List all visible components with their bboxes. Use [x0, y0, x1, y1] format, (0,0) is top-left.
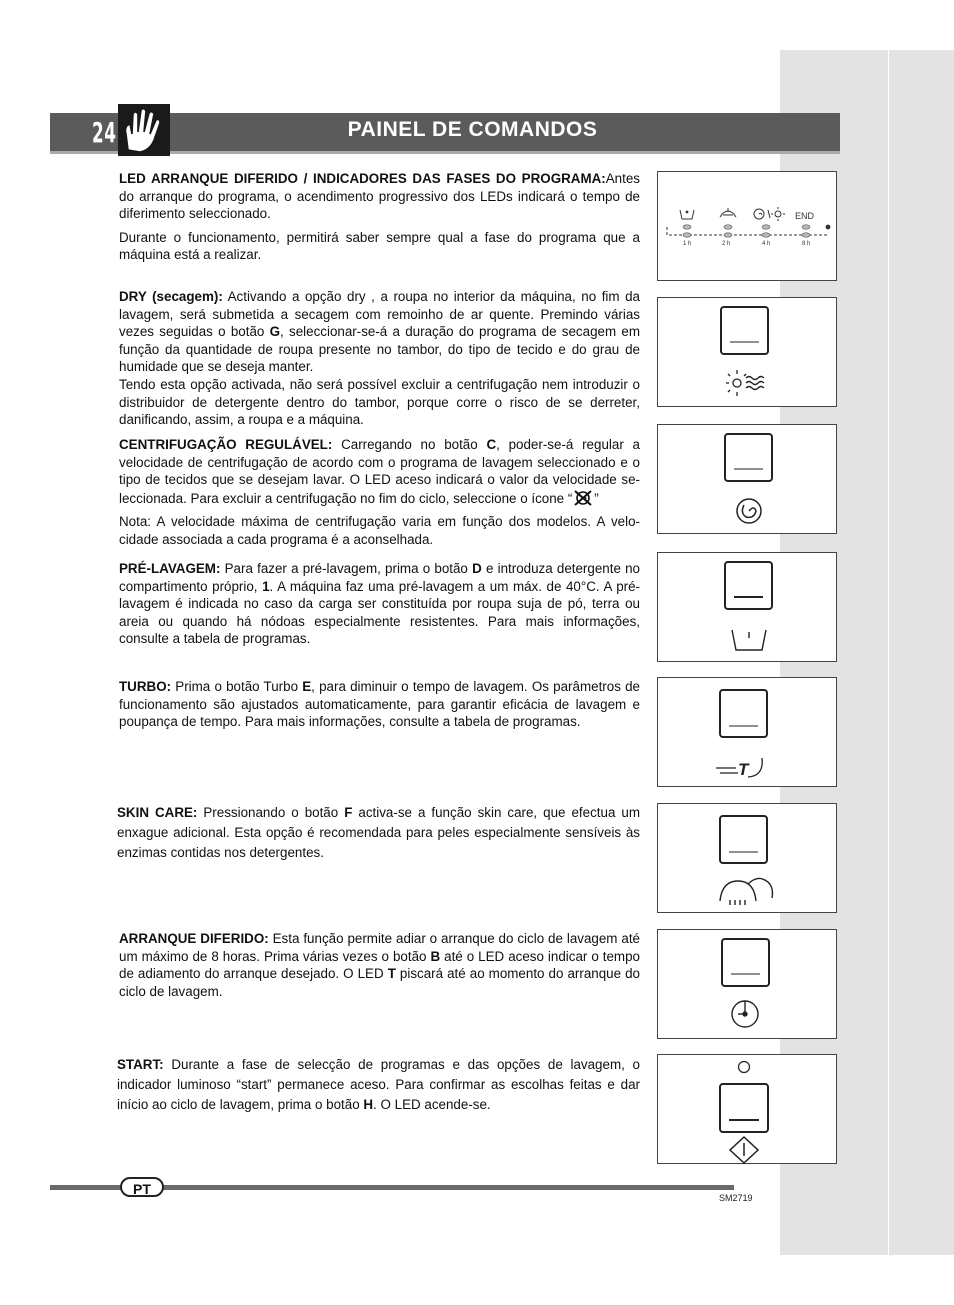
button-key: E	[302, 679, 312, 694]
start-button-panel	[657, 1054, 837, 1164]
section-text: e introduza detergente no compartimento próprio,	[119, 561, 640, 594]
delay-timer-icon	[732, 1001, 758, 1027]
delay-button	[722, 939, 769, 986]
button-key: D	[472, 561, 482, 576]
document-code: SM2719	[719, 1193, 753, 1203]
section-text: piscará até ao momento do arranque do ciclo de lavagem.	[119, 966, 640, 999]
svg-text:T: T	[738, 760, 749, 779]
delay-button-panel	[657, 929, 837, 1039]
section-text: Prima o botão Turbo	[171, 679, 303, 694]
section-delay-start	[119, 930, 640, 1006]
spin-button-panel	[657, 424, 837, 534]
spin-icon	[737, 499, 761, 523]
start-button	[720, 1084, 768, 1132]
section-text: . A máquina faz uma pré-lavagem a um máx. de 40°C. A pré-lavagem é indicada no caso da carga ser constituída por roupa suja de pó, terra ou areia ou quando há nódoas especialmente resistentes. Para mais informações, consulte a tabela de programas.	[119, 578, 641, 647]
hour-label: 1 h	[683, 241, 692, 247]
hour-label: 8 h	[802, 241, 811, 247]
compartment-number: 1	[262, 578, 270, 594]
start-icon	[730, 1137, 758, 1163]
section-heading: START:	[117, 1057, 164, 1072]
prewash-button-panel	[657, 552, 837, 662]
section-text: . O LED acende-se.	[373, 1097, 491, 1112]
button-key: G	[269, 324, 281, 340]
section-heading: PRÉ-LAVAGEM:	[119, 561, 221, 576]
section-text: Tendo esta opção activada, não será possível excluir a centrifugação nem introduzir o distribuidor de detergente dentro do tambor, porque corre o risco de se derreter, danificando, assim, a roupa e a máquina.	[119, 376, 640, 428]
end-label: END	[795, 211, 815, 221]
section-text: , poder-se-á regular a velocidade de centrifugação de acordo com o programa de lavagem seleccionado e o tipo de tecidos que se desejam lavar. O LED aceso indicará o valor da velocidade se-leccionada. Para excluir a centrifugação no fim do ciclo, seleccione o ícone “	[119, 437, 640, 506]
section-text: Pressionando o botão	[197, 805, 345, 820]
turbo-icon	[716, 758, 762, 779]
section-heading: DRY (secagem):	[119, 289, 223, 304]
button-key: H	[363, 1097, 374, 1112]
section-text: Antes do arranque do programa, o acendimento progressivo dos LEDs indicará o tempo de diferimento seleccionado.	[119, 171, 640, 222]
button-key: F	[344, 805, 353, 820]
section-prewash	[119, 560, 640, 654]
section-text: activa-se a função skin care, que efectua um enxague adicional. Esta opção é recomendada para peles especialmente sensíveis às enzimas contidas nos detergentes.	[117, 805, 640, 860]
led-panel-illustration	[657, 171, 837, 281]
section-text: Carregando no botão	[332, 437, 487, 452]
skin-care-button-panel	[657, 803, 837, 913]
section-dry	[119, 288, 640, 435]
page-number: 24	[92, 116, 117, 149]
prewash-icon	[732, 630, 766, 650]
hand-icon	[118, 104, 170, 156]
section-heading: ARRANQUE DIFERIDO:	[119, 931, 269, 946]
section-spin	[119, 436, 640, 555]
rinse-phase-icon	[720, 208, 736, 217]
section-turbo	[119, 678, 640, 737]
section-text: Durante o funcionamento, permitirá saber sempre qual a fase do programa que a máquina está a realizar.	[119, 229, 640, 263]
section-led-indicators	[119, 170, 640, 270]
section-text: Para fazer a pré-lavagem, prima o botão	[220, 561, 473, 576]
button-key: B	[430, 948, 441, 964]
spin-button	[725, 434, 772, 481]
dry-button-panel	[657, 297, 837, 407]
side-divider	[888, 50, 889, 1255]
section-text: , para diminuir o tempo de lavagem. Os parâmetros de funcionamento são ajustados automaticamente, para garantir eficácia de lavagem e poupança de tempo. Para mais informações, consulte a tabela de programas.	[119, 679, 640, 730]
section-heading: TURBO:	[119, 679, 172, 694]
prewash-button	[725, 562, 772, 609]
spin-phase-icon	[754, 207, 785, 221]
dry-button	[721, 307, 768, 354]
turbo-button	[720, 690, 767, 737]
section-text: Esta função permite adiar o arranque do ciclo de lavagem até um máximo de 8 horas. Prima várias vezes o botão	[119, 931, 640, 964]
section-heading: CENTRIFUGAÇÃO REGULÁVEL:	[119, 437, 333, 452]
dry-icon	[726, 370, 764, 396]
skin-care-icon	[720, 878, 773, 905]
page-title: PAINEL DE COMANDOS	[347, 118, 598, 141]
led-row	[683, 225, 810, 229]
wash-phase-icon	[680, 210, 694, 219]
section-text: ”	[594, 490, 599, 506]
hour-label: 4 h	[762, 241, 771, 247]
section-start	[117, 1055, 640, 1121]
section-text: Durante a fase de selecção de programas e das opções de lavagem, o indicador luminoso “start” permanece aceso. Para confirmar as escolhas feitas e dar início ao ciclo de lavagem, prima o botão	[117, 1057, 640, 1112]
turbo-button-panel	[657, 677, 837, 787]
section-text: até o LED aceso indicar o tempo de adiamento do arranque desejado. O LED	[119, 948, 640, 982]
section-note: Nota: A velocidade máxima de centrifugação varia em função dos modelos. A velo-cidade associada a cada programa é a aconselhada.	[119, 514, 640, 547]
end-led	[826, 225, 831, 230]
led-key: T	[387, 966, 396, 982]
section-skin-care	[117, 803, 640, 869]
section-heading: LED ARRANQUE DIFERIDO / INDICADORES DAS FASES DO PROGRAMA:	[119, 171, 606, 186]
no-spin-icon	[572, 489, 594, 507]
language-badge: PT	[120, 1177, 164, 1197]
skin-care-button	[720, 816, 767, 863]
section-text: Activando a opção dry , a roupa no interior da máquina, no fim da lavagem, será submetida a secagem com remoinho de ar quente. Premindo várias vezes seguidas o botão	[119, 289, 641, 340]
section-text: , seleccionar-se-á a duração do programa de secagem em função da quantidade de roupa presente no tambor, do tipo de tecido e do grau de humidade que se deseja manter.	[119, 324, 640, 375]
button-key: C	[486, 437, 497, 452]
hour-label: 2 h	[722, 241, 731, 247]
section-heading: SKIN CARE:	[117, 805, 198, 820]
start-led	[739, 1062, 750, 1073]
